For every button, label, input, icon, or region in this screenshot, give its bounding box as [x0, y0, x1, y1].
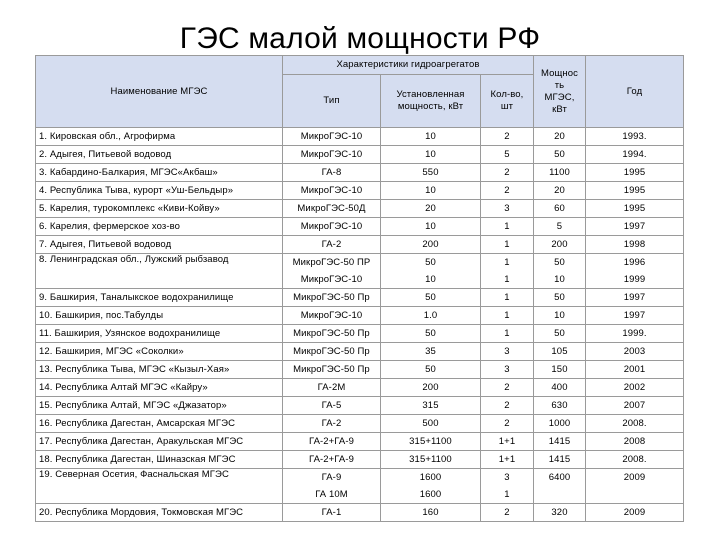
header-installed — [381, 75, 481, 128]
cell-type-value: МикроГЭС-10 — [300, 131, 363, 142]
table-row — [36, 451, 684, 469]
table-row — [36, 146, 684, 164]
cell-type-value: МикроГЭС-10 — [300, 149, 363, 160]
cell-installed — [381, 307, 481, 325]
hydro-plants-table — [35, 55, 684, 522]
cell-year — [586, 289, 684, 307]
cell-year — [586, 343, 684, 361]
cell-type-value: МикроГЭС-10 — [300, 221, 363, 232]
cell-year — [586, 451, 684, 469]
cell-year — [586, 504, 684, 522]
table-header — [36, 56, 684, 128]
cell-type-value: ГА-2+ГА-9 — [308, 454, 355, 465]
cell-installed — [381, 254, 481, 289]
cell-count-value: 1+1 — [498, 436, 516, 447]
cell-power — [534, 397, 586, 415]
cell-type — [283, 200, 381, 218]
cell-installed-value: 20 — [425, 203, 436, 214]
cell-year-value: 2008. — [622, 454, 647, 465]
cell-power — [534, 254, 586, 289]
cell-year-value: 2002 — [623, 382, 646, 393]
cell-name: 7. Адыгея, Питьевой водовод — [36, 236, 283, 254]
cell-power — [534, 433, 586, 451]
cell-count — [481, 254, 534, 289]
cell-power-value: 60 — [554, 203, 565, 214]
cell-year-value: 1995 — [623, 167, 646, 178]
cell-installed-value: 10 — [425, 221, 436, 232]
cell-year — [586, 218, 684, 236]
cell-name: 20. Республика Мордовия, Токмовская МГЭС — [36, 504, 283, 522]
header-name: Наименование МГЭС — [36, 56, 283, 128]
cell-type — [283, 469, 381, 504]
cell-power — [534, 200, 586, 218]
cell-power-value: 1415 — [548, 436, 571, 447]
cell-installed — [381, 200, 481, 218]
header-installed-l2: мощность, кВт — [397, 101, 464, 112]
cell-power-value: 200 — [551, 239, 568, 250]
cell-year — [586, 164, 684, 182]
cell-installed-value: 10 — [425, 274, 436, 285]
cell-count-value: 1 — [504, 328, 510, 339]
cell-type-value: ГА-5 — [321, 400, 342, 411]
cell-count-value: 2 — [504, 185, 510, 196]
table-row — [36, 128, 684, 146]
cell-name: 6. Карелия, фермерское хоз-во — [36, 218, 283, 236]
cell-installed — [381, 379, 481, 397]
cell-count-value: 1 — [504, 489, 510, 500]
cell-year-value: 1997 — [623, 221, 646, 232]
cell-power-value: 105 — [551, 346, 568, 357]
cell-type-value: МикроГЭС-50 Пр — [293, 292, 370, 303]
cell-power-value: 5 — [556, 221, 563, 232]
cell-name: 2. Адыгея, Питьевой водовод — [36, 146, 283, 164]
header-power-l1: Мощнос — [541, 67, 578, 79]
cell-type — [283, 289, 381, 307]
table-row — [36, 397, 684, 415]
cell-year — [586, 128, 684, 146]
cell-name: 4. Республика Тыва, курорт «Уш-Бельдыр» — [36, 182, 283, 200]
cell-installed — [381, 433, 481, 451]
table-row — [36, 200, 684, 218]
cell-power-value: 20 — [554, 185, 565, 196]
cell-year — [586, 397, 684, 415]
cell-installed — [381, 128, 481, 146]
table-row — [36, 325, 684, 343]
header-power-l2: ть — [554, 79, 565, 91]
cell-power — [534, 415, 586, 433]
cell-installed-value: 550 — [422, 167, 439, 178]
cell-count-value: 2 — [504, 507, 510, 518]
cell-count-value: 2 — [504, 167, 510, 178]
header-type: Тип — [283, 75, 381, 128]
cell-count-value: 2 — [504, 400, 510, 411]
cell-name: 13. Республика Тыва, МГЭС «Кызыл-Хая» — [36, 361, 283, 379]
cell-installed-value: 315+1100 — [409, 454, 452, 465]
cell-installed — [381, 361, 481, 379]
cell-installed-value: 200 — [422, 239, 439, 250]
cell-power-value: 1415 — [548, 454, 571, 465]
cell-name: 8. Ленинградская обл., Лужский рыбзавод — [36, 254, 283, 289]
page-title: ГЭС малой мощности РФ — [179, 22, 541, 55]
cell-type — [283, 254, 381, 289]
cell-type-value: ГА-2 — [321, 239, 342, 250]
cell-power — [534, 504, 586, 522]
cell-installed-value: 10 — [425, 185, 436, 196]
cell-name: 11. Башкирия, Узянское водохранилище — [36, 325, 283, 343]
cell-type — [283, 146, 381, 164]
cell-year — [586, 415, 684, 433]
cell-count — [481, 415, 534, 433]
cell-count-value: 2 — [504, 418, 510, 429]
cell-power — [534, 182, 586, 200]
cell-count-value: 3 — [504, 203, 510, 214]
cell-year — [586, 361, 684, 379]
cell-power-value: 20 — [554, 131, 565, 142]
cell-installed — [381, 325, 481, 343]
cell-count-value: 1+1 — [498, 454, 516, 465]
cell-type — [283, 325, 381, 343]
cell-count-value: 3 — [504, 346, 510, 357]
header-group: Характеристики гидроагрегатов — [283, 56, 534, 75]
cell-count — [481, 397, 534, 415]
header-installed-l1: Установленная — [396, 89, 465, 100]
cell-year — [586, 307, 684, 325]
cell-count-value: 3 — [504, 364, 510, 375]
cell-name: 3. Кабардино-Балкария, МГЭС«Акбаш» — [36, 164, 283, 182]
cell-count — [481, 307, 534, 325]
cell-power — [534, 307, 586, 325]
cell-installed-value: 50 — [425, 328, 436, 339]
cell-power — [534, 164, 586, 182]
table-row — [36, 218, 684, 236]
cell-count-value: 5 — [504, 149, 510, 160]
cell-installed — [381, 397, 481, 415]
cell-year-value: 1994. — [622, 149, 647, 160]
cell-installed-value: 10 — [425, 149, 436, 160]
cell-year-value: 1997 — [623, 292, 646, 303]
table-row — [36, 469, 684, 504]
cell-type — [283, 128, 381, 146]
cell-type — [283, 307, 381, 325]
cell-installed — [381, 164, 481, 182]
cell-power-value: 10 — [554, 274, 565, 285]
table-row — [36, 307, 684, 325]
cell-power-value: 1100 — [549, 167, 570, 178]
table-row — [36, 164, 684, 182]
cell-year-value: 2008. — [622, 418, 647, 429]
cell-name: 16. Республика Дагестан, Амсарская МГЭС — [36, 415, 283, 433]
cell-year-value: 1996 — [623, 257, 646, 268]
cell-year-value: 1998 — [623, 239, 646, 250]
cell-power-value: 320 — [551, 507, 568, 518]
cell-type-value: МикроГЭС-10 — [300, 185, 363, 196]
cell-count — [481, 433, 534, 451]
cell-power-value: 1000 — [548, 418, 571, 429]
cell-installed-value: 315 — [422, 400, 439, 411]
cell-power-value: 630 — [551, 400, 568, 411]
cell-installed-value: 50 — [425, 364, 436, 375]
cell-installed-value: 35 — [425, 346, 436, 357]
cell-year — [586, 146, 684, 164]
header-power-l3: МГЭС, — [544, 91, 575, 103]
cell-count — [481, 200, 534, 218]
cell-power-value: 50 — [554, 149, 565, 160]
cell-year-value: 2001 — [623, 364, 646, 375]
cell-power — [534, 361, 586, 379]
cell-type-value: ГА-2+ГА-9 — [308, 436, 355, 447]
cell-type-value: ГА-8 — [321, 167, 342, 178]
cell-count-value: 1 — [504, 221, 510, 232]
cell-year — [586, 325, 684, 343]
cell-name: 17. Республика Дагестан, Аракульская МГЭС — [36, 433, 283, 451]
cell-power — [534, 218, 586, 236]
cell-installed — [381, 218, 481, 236]
cell-year-value: 2009 — [623, 472, 646, 483]
cell-name: 15. Республика Алтай, МГЭС «Джазатор» — [36, 397, 283, 415]
cell-year-value: 1995 — [623, 185, 646, 196]
cell-type — [283, 218, 381, 236]
cell-count-value: 1 — [504, 274, 510, 285]
cell-year — [586, 254, 684, 289]
cell-type-value: ГА 10М — [315, 489, 348, 500]
cell-name: 18. Республика Дагестан, Шиназская МГЭС — [36, 451, 283, 469]
cell-installed-value: 1600 — [419, 489, 442, 500]
cell-type-value: ГА-9 — [321, 472, 342, 483]
cell-year-value: 1999. — [622, 328, 647, 339]
cell-type — [283, 451, 381, 469]
cell-power — [534, 379, 586, 397]
cell-name: 14. Республика Алтай МГЭС «Кайру» — [36, 379, 283, 397]
header-count — [481, 75, 534, 128]
cell-count-value: 1 — [504, 292, 510, 303]
cell-type-value: МикроГЭС-50 ПР — [292, 257, 371, 268]
cell-year-value: 1995 — [623, 203, 646, 214]
header-power-l4: кВт — [552, 103, 567, 115]
cell-installed — [381, 236, 481, 254]
cell-count-value: 2 — [504, 382, 510, 393]
cell-type-value: ГА-1 — [321, 507, 342, 518]
cell-year-value: 1993. — [622, 131, 647, 142]
cell-installed — [381, 504, 481, 522]
cell-power-value: 6400 — [548, 472, 571, 483]
cell-power-value: 400 — [551, 382, 568, 393]
table-row — [36, 236, 684, 254]
table-row — [36, 433, 684, 451]
table-row — [36, 361, 684, 379]
cell-type — [283, 236, 381, 254]
cell-power — [534, 469, 586, 504]
table-row — [36, 415, 684, 433]
cell-installed — [381, 343, 481, 361]
table-row — [36, 182, 684, 200]
cell-count — [481, 128, 534, 146]
cell-type — [283, 433, 381, 451]
cell-power — [534, 289, 586, 307]
cell-count — [481, 164, 534, 182]
table-row — [36, 379, 684, 397]
cell-type-value: МикроГЭС-50Д — [297, 203, 366, 214]
cell-count — [481, 469, 534, 504]
header-count-l1: Кол-во, — [490, 89, 524, 100]
cell-power — [534, 236, 586, 254]
cell-count — [481, 451, 534, 469]
cell-type-value: ГА-2М — [317, 382, 346, 393]
cell-installed — [381, 182, 481, 200]
cell-installed — [381, 415, 481, 433]
cell-installed-value: 1600 — [419, 472, 442, 483]
cell-name: 19. Северная Осетия, Фаснальская МГЭС — [36, 469, 283, 504]
cell-year — [586, 469, 684, 504]
cell-year-value: 1999 — [623, 274, 646, 285]
cell-name: 1. Кировская обл., Агрофирма — [36, 128, 283, 146]
cell-type — [283, 182, 381, 200]
cell-power — [534, 325, 586, 343]
cell-installed — [381, 146, 481, 164]
cell-count — [481, 325, 534, 343]
cell-year — [586, 433, 684, 451]
cell-year-value: 2009 — [623, 507, 646, 518]
cell-installed-value: 10 — [425, 131, 436, 142]
cell-installed — [381, 469, 481, 504]
cell-power-value: 50 — [554, 292, 565, 303]
cell-count — [481, 182, 534, 200]
cell-power — [534, 146, 586, 164]
cell-power-value: 50 — [554, 328, 565, 339]
cell-year-value: 2007 — [623, 400, 646, 411]
cell-count — [481, 379, 534, 397]
cell-type-value: МикроГЭС-10 — [300, 274, 363, 285]
cell-count — [481, 236, 534, 254]
table-row — [36, 504, 684, 522]
cell-type-value: МикроГЭС-50 Пр — [293, 364, 370, 375]
cell-count-value: 1 — [504, 257, 510, 268]
cell-type-value: МикроГЭС-50 Пр — [293, 346, 370, 357]
cell-type — [283, 361, 381, 379]
cell-count — [481, 361, 534, 379]
cell-count — [481, 146, 534, 164]
cell-type-value: МикроГЭС-10 — [300, 310, 363, 321]
table-row — [36, 289, 684, 307]
cell-year — [586, 379, 684, 397]
header-year: Год — [586, 56, 684, 128]
cell-count — [481, 218, 534, 236]
cell-name: 5. Карелия, турокомплекс «Киви-Койву» — [36, 200, 283, 218]
cell-power — [534, 451, 586, 469]
table-body — [36, 128, 684, 522]
cell-type — [283, 379, 381, 397]
cell-year — [586, 182, 684, 200]
cell-installed — [381, 451, 481, 469]
cell-type-value: МикроГЭС-50 Пр — [293, 328, 370, 339]
cell-installed-value: 500 — [422, 418, 439, 429]
cell-year — [586, 236, 684, 254]
cell-count — [481, 289, 534, 307]
cell-count-value: 1 — [504, 310, 510, 321]
header-count-l2: шт — [500, 101, 514, 112]
cell-installed-value: 50 — [425, 292, 436, 303]
cell-count — [481, 343, 534, 361]
table-row — [36, 254, 684, 289]
cell-installed — [381, 289, 481, 307]
cell-type — [283, 415, 381, 433]
cell-installed-value: 160 — [422, 507, 439, 518]
cell-installed-value: 50 — [425, 257, 436, 268]
cell-installed-value: 200 — [422, 382, 439, 393]
cell-power — [534, 343, 586, 361]
header-power — [534, 56, 586, 128]
cell-count-value: 3 — [504, 472, 510, 483]
cell-type — [283, 397, 381, 415]
cell-year-value: 2008 — [623, 436, 646, 447]
cell-name: 10. Башкирия, пос.Табулды — [36, 307, 283, 325]
cell-year — [586, 200, 684, 218]
cell-power — [534, 128, 586, 146]
cell-name: 9. Башкирия, Таналыкское водохранилище — [36, 289, 283, 307]
cell-installed-value: 315+1100 — [409, 436, 452, 447]
cell-count-value: 1 — [504, 239, 510, 250]
cell-count-value: 2 — [504, 131, 510, 142]
cell-year-value: 2003 — [623, 346, 646, 357]
table-row — [36, 343, 684, 361]
cell-type — [283, 164, 381, 182]
cell-name: 12. Башкирия, МГЭС «Соколки» — [36, 343, 283, 361]
cell-type — [283, 343, 381, 361]
cell-installed-value: 1.0 — [423, 310, 438, 321]
cell-power-value: 150 — [551, 364, 568, 375]
cell-year-value: 1997 — [623, 310, 646, 321]
cell-type — [283, 504, 381, 522]
cell-type-value: ГА-2 — [321, 418, 342, 429]
cell-power-value: 50 — [554, 257, 565, 268]
cell-power-value: 10 — [554, 310, 565, 321]
cell-count — [481, 504, 534, 522]
